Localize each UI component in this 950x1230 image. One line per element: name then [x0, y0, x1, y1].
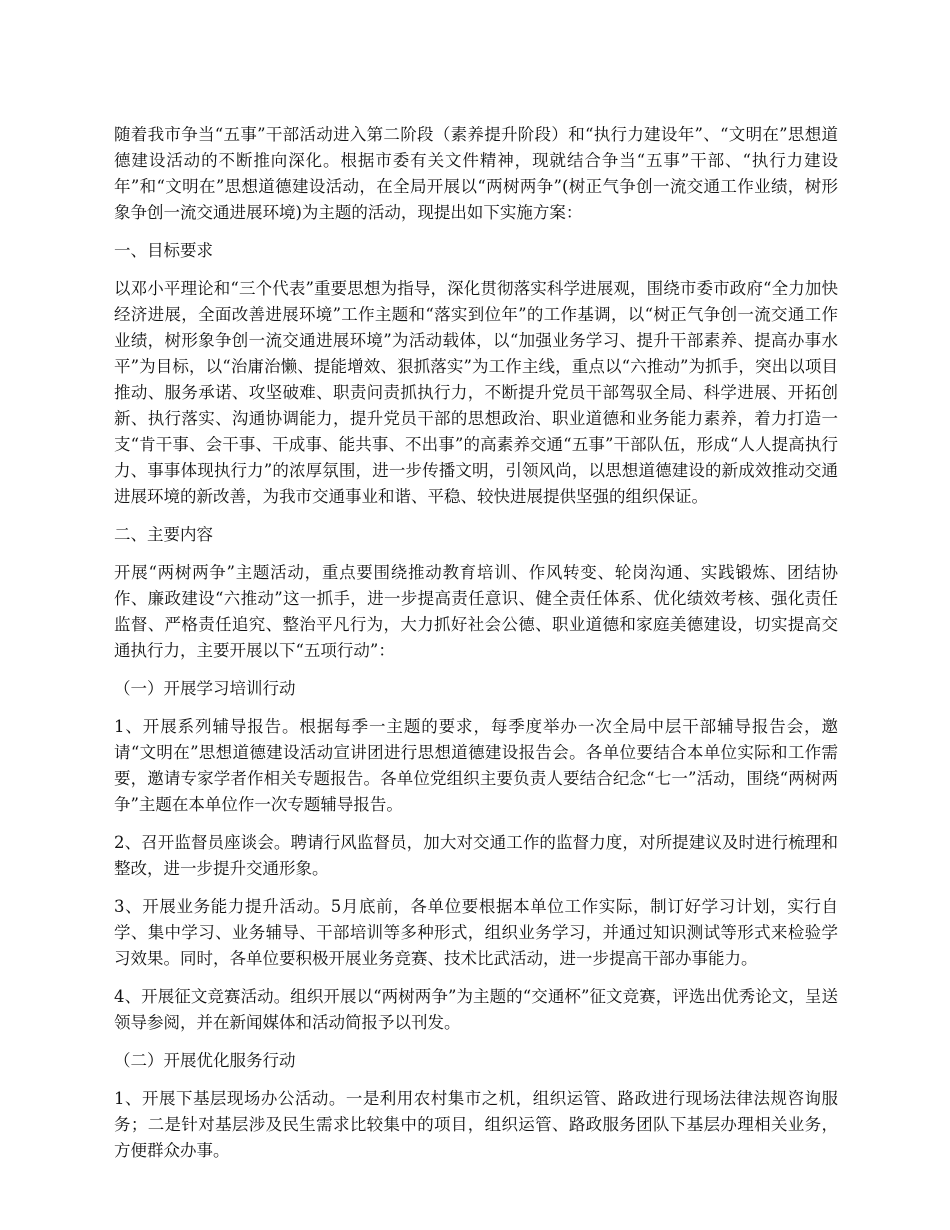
section-heading-goals: 一、目标要求 [114, 241, 213, 260]
training-item-1: 1、开展系列辅导报告。根据每季一主题的要求，每季度举办一次全局中层干部辅导报告会，邀请“文明在”思想道德建设活动宣讲团进行思想道德建设报告会。各单位要结合本单位实际和工作需要，邀请专家学者作相关专题报告。各单位党组织主要负责人要结合纪念“七一”活动，围绕“两树两争”主题在本单位作一次专题辅导报告。 [114, 717, 838, 814]
intro-paragraph: 随着我市争当“五事”干部活动进入第二阶段（素养提升阶段）和“执行力建设年”、“文明在”思想道德建设活动的不断推向深化。根据市委有关文件精神，现就结合争当“五事”干部、“执行力建设年”和“文明在”思想道德建设活动，在全局开展以“两树两争”(树正气争创一流交通工作业绩，树形象争创一流交通进展环境)为主题的活动，现提出如下实施方案： [114, 125, 838, 222]
training-item-4: 4、开展征文竞赛活动。组织开展以“两树两争”为主题的“交通杯”征文竞赛，评选出优秀论文，呈送领导参阅，并在新闻媒体和活动简报予以刊发。 [114, 987, 838, 1032]
section-heading-content: 二、主要内容 [114, 525, 213, 544]
content-paragraph: 开展“两树两争”主题活动，重点要围绕推动教育培训、作风转变、轮岗沟通、实践锻炼、团结协作、廉政建设“六推动”这一抓手，进一步提高责任意识、健全责任体系、优化绩效考核、强化责任监督、严格责任追究、整治平凡行为，大力抓好社会公德、职业道德和家庭美德建设，切实提高交通执行力，主要开展以下“五项行动”： [114, 563, 838, 660]
goals-paragraph: 以邓小平理论和“三个代表”重要思想为指导，深化贯彻落实科学进展观，围绕市委市政府“全力加快经济进展，全面改善进展环境”工作主题和“落实到位年”的工作基调，以“树正气争创一流交通工作业绩，树形象争创一流交通进展环境”为活动载体，以“加强业务学习、提升干部素养、提高办事水平”为目标，以“治庸治懒、提能增效、狠抓落实”为工作主线，重点以“六推动”为抓手，突出以项目推动、服务承诺、攻坚破难、职责问责抓执行力，不断提升党员干部驾驭全局、科学进展、开拓创新、执行落实、沟通协调能力，提升党员干部的思想政治、职业道德和业务能力素养，着力打造一支“肯干事、会干事、干成事、能共事、不出事”的高素养交通“五事”干部队伍，形成“人人提高执行力、事事体现执行力”的浓厚氛围，进一步传播文明，引领风尚，以思想道德建设的新成效推动交通进展环境的新改善，为我市交通事业和谐、平稳、较快进展提供坚强的组织保证。 [114, 279, 838, 506]
subsection-heading-training: （一）开展学习培训行动 [114, 679, 296, 698]
service-item-1: 1、开展下基层现场办公活动。一是利用农村集市之机，组织运管、路政进行现场法律法规咨询服务；二是针对基层涉及民生需求比较集中的项目，组织运管、路政服务团队下基层办理相关业务，方便群众办事。 [114, 1089, 838, 1160]
document-body [114, 122, 838, 1176]
training-item-2: 2、召开监督员座谈会。聘请行风监督员，加大对交通工作的监督力度，对所提建议及时进行梳理和整改，进一步提升交通形象。 [114, 833, 838, 878]
subsection-heading-service: （二）开展优化服务行动 [114, 1051, 296, 1070]
training-item-3: 3、开展业务能力提升活动。5月底前，各单位要根据本单位工作实际，制订好学习计划，实行自学、集中学习、业务辅导、干部培训等多种形式，组织业务学习，并通过知识测试等形式来检验学习效果。同时，各单位要积极开展业务竞赛、技术比武活动，进一步提高干部办事能力。 [114, 897, 838, 968]
